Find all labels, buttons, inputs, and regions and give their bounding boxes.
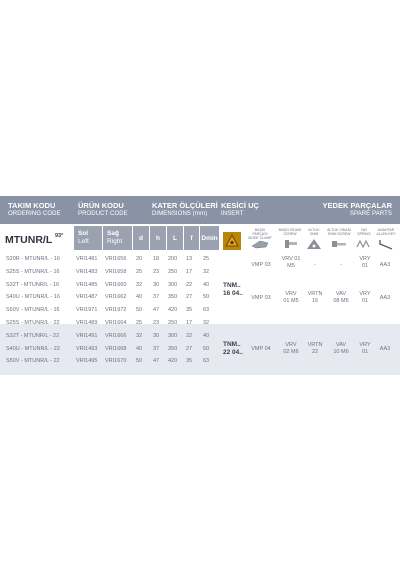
shim-screw-16-b: VAV 08 M5 [333,291,349,304]
cell-d: 32 [136,281,143,288]
cell-f: 27 [186,345,193,352]
cell-h: 23 [153,268,160,275]
cell-sol: VRI1495 [76,358,98,365]
cell-f: 17 [186,268,193,275]
cell-sag: VRI1972 [105,307,127,314]
cell-sag: VRI1668 [105,345,127,352]
cell-h: 47 [153,358,160,365]
allen-key-icon [376,238,396,250]
col-f: f [184,226,199,250]
cell-sag: VRI1666 [105,332,127,339]
cell-h: 37 [153,294,160,301]
cell-d: 25 [136,319,143,326]
part-header-screw: BAŞKI VİDASI SCREW [278,228,302,236]
spring-22: VRY 01 [359,342,371,355]
cell-L: 420 [168,307,178,314]
triangle-insert-icon [223,232,241,250]
cell-dmin: 32 [203,268,210,275]
cell-dmin: 40 [203,281,210,288]
col-L: L [167,226,183,250]
col-d: d [133,226,149,250]
spring-16-b: VRY 01 [359,291,371,304]
cell-dmin: 50 [203,294,210,301]
cell-f: 35 [186,307,193,314]
cell-L: 300 [168,281,178,288]
cell-dmin: 50 [203,345,210,352]
cell-code: S25S - MTUNR/L - 22 [6,319,60,326]
key-22: AA3 [379,346,391,352]
clamp-icon [250,238,270,250]
part-header-shim: ALTLIK SHIM [308,228,320,236]
cell-sol: VRI1491 [76,332,98,339]
cell-f: 27 [186,294,193,301]
cell-h: 23 [153,319,160,326]
cell-L: 350 [168,345,178,352]
cell-dmin: 63 [203,358,210,365]
cell-code: S40U - MTUNR/L - 22 [6,345,60,352]
header-product-code: ÜRÜN KODU PRODUCT CODE [78,201,128,217]
cell-sol: VRI1971 [76,307,98,314]
shim-icon [304,238,324,250]
cell-code: S50V - MTUNR/L - 22 [6,358,60,365]
part-header-clamp: BAŞKI PARÇASI MODE CLAMP [248,228,272,240]
cell-code: S40U - MTUNR/L - 16 [6,294,60,301]
screw-icon [280,238,300,250]
cell-h: 37 [153,345,160,352]
col-h: h [150,226,166,250]
cell-h: 30 [153,281,160,288]
shim-screw-icon [329,238,349,250]
cell-sag: VRI1656 [105,256,127,262]
spring-16-a: VRY 01 [359,256,371,269]
shim-screw-22: VAV 10 M6 [333,342,349,355]
table-row [0,279,400,292]
cell-d: 50 [136,307,143,314]
cell-code: S20R - MTUNR/L - 16 [6,256,60,262]
cell-dmin: 40 [203,332,210,339]
table-row [0,330,400,343]
cell-dmin: 25 [203,256,210,262]
header-band [0,196,400,224]
cell-sag: VRI1658 [105,268,127,275]
cell-L: 250 [168,268,178,275]
insert-code-22: TNM.. 22 04.. [223,341,243,356]
cell-f: 22 [186,332,193,339]
cell-sol: VRI1485 [76,281,98,288]
cell-d: 50 [136,358,143,365]
cell-sol: VRI1483 [76,268,98,275]
cell-sol: VRI1487 [76,294,98,301]
shim-22: VRTN 22 [307,342,323,355]
spring-icon [354,238,374,250]
table-row [0,355,400,368]
cell-dmin: 63 [203,307,210,314]
part-header-shim-screw: ALTLIK VİDASI SHIM SCREW [327,228,351,236]
cell-code: S50V - MTUNR/L - 16 [6,307,60,314]
clamp-16-a: VMP 03 [251,262,271,268]
insert-code-16: TNM.. 16 04.. [223,282,243,297]
key-16-a: AA3 [379,262,391,268]
cell-sag: VRI1662 [105,294,127,301]
clamp-22: VMP 04 [251,346,271,352]
table-row [0,304,400,317]
table-row [0,317,400,330]
cell-dmin: 32 [203,319,210,326]
cell-d: 40 [136,294,143,301]
header-dimensions: KATER ÖLÇÜLERİ DIMENSIONS (mm) [152,201,218,217]
header-spare-parts: YEDEK PARÇALAR SPARE PARTS [322,201,392,217]
cell-sag: VRI1670 [105,358,127,365]
model-title: MTUNR/L $^{93^\circ}$ [5,232,64,246]
shim-16-a: - [314,262,316,268]
cell-code: S32T - MTUNR/L - 22 [6,332,60,339]
cell-d: 40 [136,345,143,352]
header-ordering-code: TAKIM KODU ORDERING CODE [8,201,61,217]
part-header-key: ANAHTAR ALLEN KEY [376,228,396,236]
cell-L: 420 [168,358,178,365]
clamp-16-b: VMP 03 [251,295,271,301]
part-header-spring: YAY SPRING [357,228,371,236]
cell-h: 30 [153,332,160,339]
shim-16-b: VRTN 16 [307,291,323,304]
cell-L: 250 [168,319,178,326]
col-right: Sağ Right [103,226,132,250]
cell-f: 35 [186,358,193,365]
cell-h: 18 [153,256,160,262]
cell-sag: VRI1660 [105,281,127,288]
key-16-b: AA3 [379,295,391,301]
screw-22: VRV 02 M6 [283,342,299,355]
cell-sol: VRI1489 [76,319,98,326]
shim-screw-16-a: - [340,262,342,268]
cell-sag: VRI1664 [105,319,127,326]
cell-code: S32T - MTUNR/L - 16 [6,281,60,288]
cell-f: 22 [186,281,193,288]
cell-L: 350 [168,294,178,301]
col-left: Sol Left [74,226,102,250]
header-insert: KESİCİ UÇ INSERT [221,201,259,217]
screw-16-b: VRV 01 M5 [283,291,299,304]
cell-d: 20 [136,256,143,262]
cell-d: 32 [136,332,143,339]
cell-code: S25S - MTUNR/L - 16 [6,268,60,275]
cell-f: 13 [186,256,193,262]
cell-L: 300 [168,332,178,339]
col-dmin: Dmin [200,226,219,250]
cell-L: 200 [168,256,178,262]
cell-sol: VRI1481 [76,256,98,262]
cell-sol: VRI1493 [76,345,98,352]
cell-f: 17 [186,319,193,326]
cell-h: 47 [153,307,160,314]
cell-d: 25 [136,268,143,275]
screw-16-a: VRV 01 M5 [281,256,301,269]
